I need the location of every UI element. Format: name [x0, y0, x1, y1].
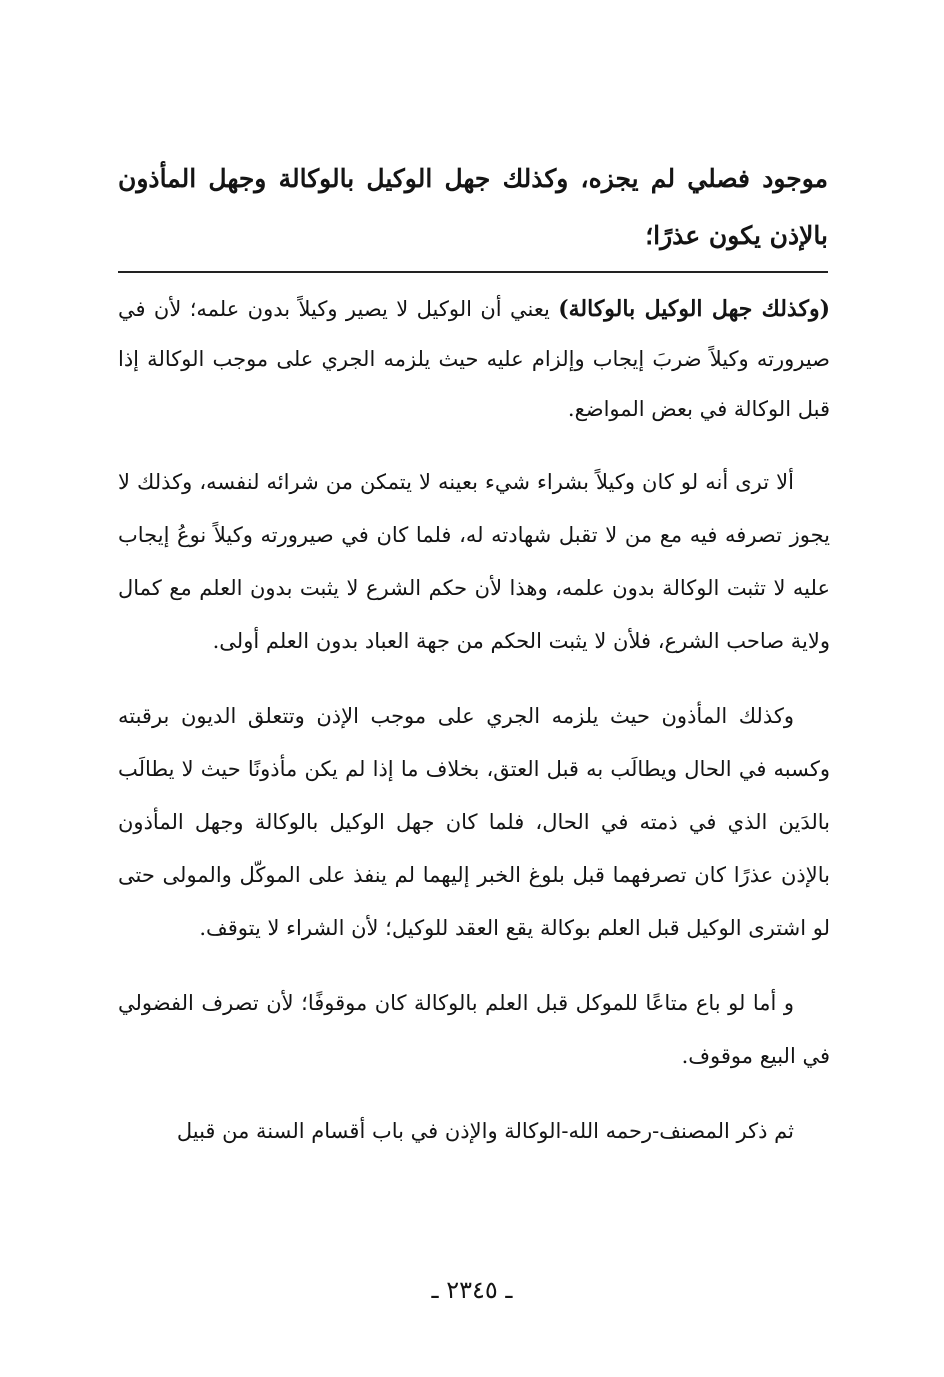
- commentary: [118, 284, 830, 1180]
- commentary-paragraph: ثم ذكر المصنف-رحمه الله-الوكالة والإذن في باب أقسام السنة من قبيل: [176, 1119, 794, 1143]
- commentary-paragraph: وكذلك المأذون حيث يلزمه الجري على موجب الإذن وتتعلق الديون برقبته وكسبه في الحال ويطالَب به قبل العتق، بخلاف ما إذا لم يكن مأذونًا حيث لا يطالَب بالدَين الذي في ذمته في الحال، فلما كان جهل الوكيل بالوكالة وجهل المأذون بالإذن عذرًا كان تصرفهما قبل بلوغ الخبر إليهما لم ينفذ على الموكّل والمولى حتى لو اشترى الوكيل قبل العلم بوكالة يقع العقد للوكيل؛ لأن الشراء لا يتوقف.: [118, 704, 830, 940]
- separator-rule: [118, 271, 828, 273]
- commentary-paragraph: ألا ترى أنه لو كان وكيلاً بشراء شيء بعينه لا يتمكن من شرائه لنفسه، وكذلك لا يجوز تصرفه فيه مع من لا تقبل شهادته له، فلما كان في صيرورته وكيلاً نوعُ إيجاب عليه لا تثبت الوكالة بدون علمه، وهذا لأن حكم الشرع لا يثبت بدون العلم مع كمال ولاية صاحب الشرع، فلأن لا يثبت الحكم من جهة العباد بدون العلم أولى.: [118, 470, 830, 653]
- main-text: موجود فصلي لم يجزه، وكذلك جهل الوكيل بالوكالة وجهل المأذون بالإذن يكون عذرًا؛: [118, 164, 828, 250]
- page-number: ـ ٢٣٤٥ ـ: [431, 1276, 513, 1304]
- commentary-paragraph: [118, 284, 830, 434]
- commentary-lemma: (وكذلك جهل الوكيل بالوكالة): [558, 296, 830, 322]
- commentary-text: يعني أن الوكيل لا يصير وكيلاً بدون علمه؛ لأن في صيرورته وكيلاً ضربَ إيجاب وإلزام عليه حيث يلزمه الجري على موجب الوكالة إذا قبل الوكالة في بعض المواضع.: [118, 297, 830, 421]
- commentary-paragraph: و أما لو باع متاعًا للموكل قبل العلم بالوكالة كان موقوفًا؛ لأن تصرف الفضولي في البيع موقوف.: [118, 991, 830, 1068]
